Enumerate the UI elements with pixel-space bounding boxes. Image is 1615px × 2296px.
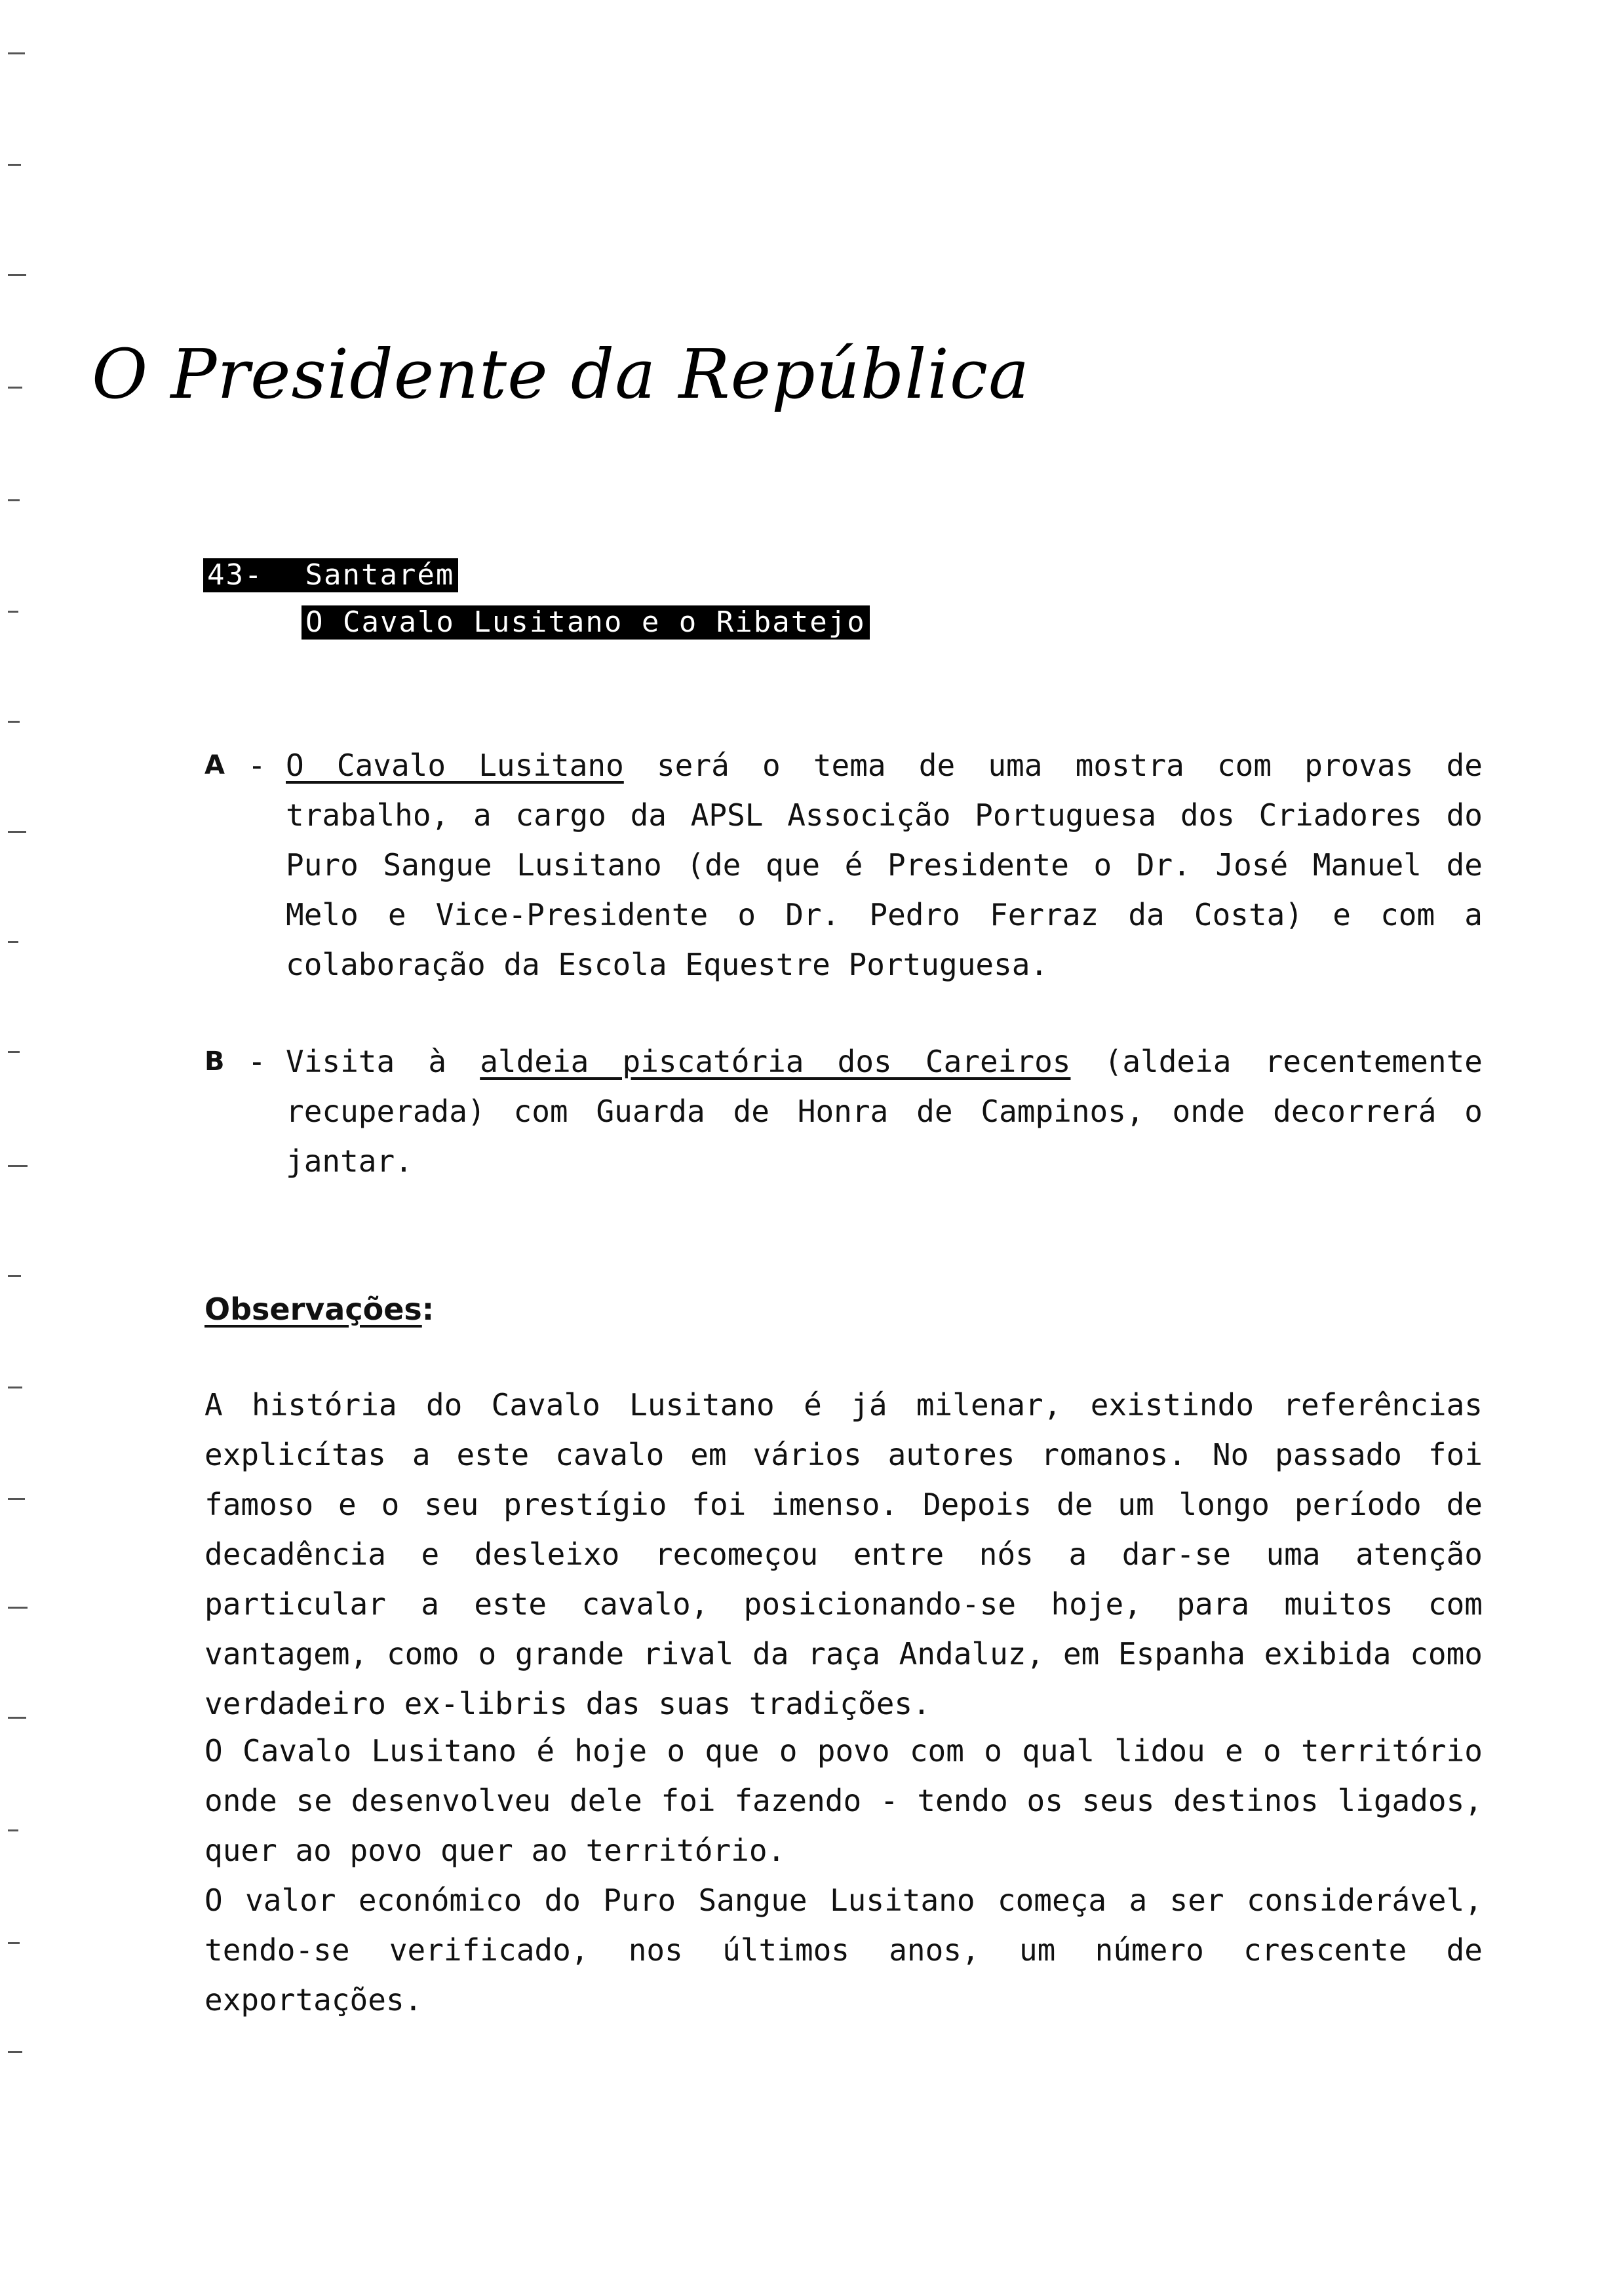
item-a-dash: - [248,748,266,783]
observacoes-colon: : [421,1292,435,1327]
margin-mark [8,499,20,501]
margin-mark [8,274,26,276]
observacoes-paragraph-1: A história do Cavalo Lusitano é já milenar, existindo referências explicítas a este cavalo em vários autores romanos. No passado foi famoso e o seu prestígio foi imenso. Depois de um longo período de decadência e desleixo recomeçou entre nós a dar-se uma atenção particular a este cavalo, posicionando-se hoje, para muitos com vantagem, como o grande rival da raça Andaluz, em Espanha exibida como verdadeiro ex-libris das suas tradições. [204,1387,1483,1721]
margin-mark [8,1275,21,1277]
margin-mark [8,611,18,613]
item-b-text: (aldeia recentemente recuperada) com Guarda de Honra de Campinos, onde decorrerá o jantar. [286,1044,1483,1179]
margin-mark [8,1387,22,1388]
observacoes-title: Observações [204,1292,422,1327]
item-a-text: será o tema de uma mostra com provas de trabalho, a cargo da APSL Associção Portuguesa dos Criadores do Puro Sangue Lusitano (de que é Presidente o Dr. José Manuel de Melo e Vice-Presidente o Dr. Pedro Ferraz da Costa) e com a colaboração da Escola Equestre Portuguesa. [286,748,1483,982]
binder-margin-marks [0,0,39,2296]
margin-mark [8,52,25,54]
margin-mark [8,1607,28,1609]
margin-mark [8,1051,20,1053]
margin-mark [8,1165,28,1167]
item-b-body [286,1037,1483,1186]
margin-mark [8,941,18,943]
item-b-letter: B [204,1046,225,1077]
margin-mark [8,721,20,723]
item-b-prefix: Visita à [286,1044,480,1079]
margin-mark [8,1717,26,1719]
letterhead-title: O Presidente da República [92,334,1030,414]
margin-mark [8,164,21,166]
margin-mark [8,2051,22,2053]
heading-place-name: Santarém [305,558,455,592]
margin-mark [8,1942,20,1944]
item-b-dash: - [248,1044,266,1079]
observacoes-heading [204,1284,434,1334]
heading-place [203,558,458,592]
item-b-underlined: aldeia piscatória dos Careiros [480,1044,1071,1079]
item-b [204,1037,1483,1186]
item-a-underlined: O Cavalo Lusitano [286,748,624,783]
observacoes-paragraph-3: O valor económico do Puro Sangue Lusitano começa a ser considerável, tendo-se verificado, nos últimos anos, um número crescente de exportações. [204,1883,1483,2018]
margin-mark [8,1498,25,1500]
item-a [204,740,1483,989]
observacoes-paragraph-2: O Cavalo Lusitano é hoje o que o povo com o qual lidou e o território onde se desenvolveu dele foi fazendo - tendo os seus destinos ligados, quer ao povo quer ao território. [204,1733,1483,1868]
heading-number: 43- [207,558,263,592]
margin-mark [8,831,26,833]
margin-mark [8,387,22,389]
item-a-body [286,740,1483,989]
item-a-letter: A [204,750,225,780]
heading-subtitle: O Cavalo Lusitano e o Ribatejo [302,605,870,640]
margin-mark [8,1829,18,1831]
